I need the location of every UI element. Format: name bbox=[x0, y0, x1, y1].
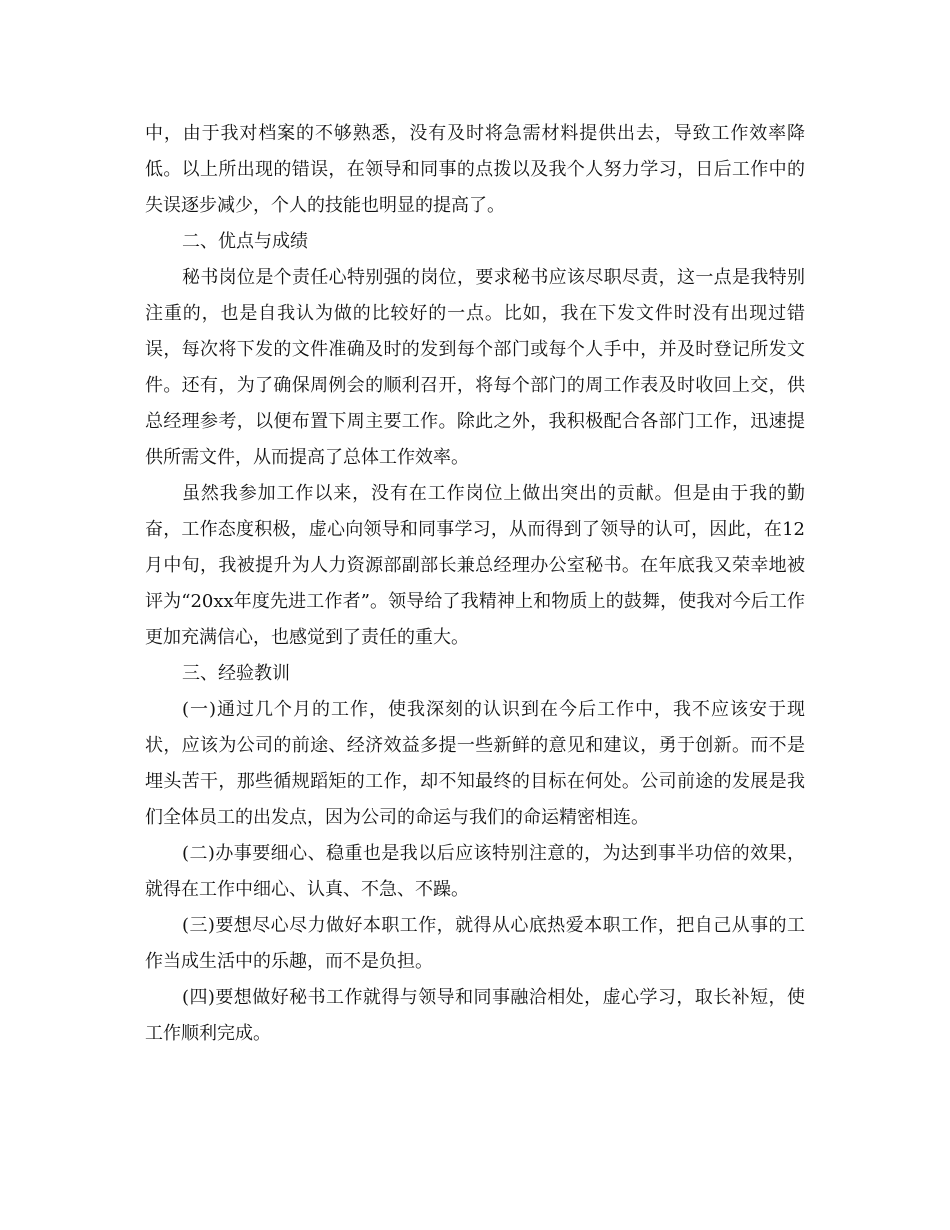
lesson-item-4: (四)要想做好秘书工作就得与领导和同事融洽相处，虚心学习，取长补短，使工作顺利完成。 bbox=[145, 987, 805, 1044]
lesson-item-3: (三)要想尽心尽力做好本职工作，就得从心底热爱本职工作，把自己从事的工作当成生活中的乐趣，而不是负担。 bbox=[145, 915, 805, 972]
document-body bbox=[145, 116, 805, 1052]
lesson-item-2: (二)办事要细心、稳重也是我以后应该特别注意的，为达到事半功倍的效果，就得在工作中细心、认真、不急、不躁。 bbox=[145, 843, 805, 900]
paragraph-achievements: 虽然我参加工作以来，没有在工作岗位上做出突出的贡献。但是由于我的勤奋，工作态度积极，虚心向领导和同事学习，从而得到了领导的认可，因此，在12月中旬，我被提升为人力资源部副部长兼总经理办公室秘书。在年底我又荣幸地被评为“20xx年度先进工作者”。领导给了我精神上和物质上的鼓舞，使我对今后工作更加充满信心，也感觉到了责任的重大。 bbox=[145, 483, 805, 648]
lesson-item-1: (一)通过几个月的工作，使我深刻的认识到在今后工作中，我不应该安于现状，应该为公司的前途、经济效益多提一些新鲜的意见和建议，勇于创新。而不是埋头苦干，那些循规蹈矩的工作，却不知最终的目标在何处。公司前途的发展是我们全体员工的出发点，因为公司的命运与我们的命运精密相连。 bbox=[145, 699, 805, 828]
paragraph-continuation: 中，由于我对档案的不够熟悉，没有及时将急需材料提供出去，导致工作效率降低。以上所出现的错误，在领导和同事的点拨以及我个人努力学习，日后工作中的失误逐步减少，个人的技能也明显的提高了。 bbox=[145, 123, 805, 216]
paragraph-secretary-duties: 秘书岗位是个责任心特别强的岗位，要求秘书应该尽职尽责，这一点是我特别注重的，也是自我认为做的比较好的一点。比如，我在下发文件时没有出现过错误，每次将下发的文件准确及时的发到每个部门或每个人手中，并及时登记所发文件。还有，为了确保周例会的顺利召开，将每个部门的周工作表及时收回上交，供总经理参考，以便布置下周主要工作。除此之外，我积极配合各部门工作，迅速提供所需文件，从而提高了总体工作效率。 bbox=[145, 267, 805, 468]
section-heading-lessons: 三、经验教训 bbox=[182, 663, 290, 684]
section-heading-strengths: 二、优点与成绩 bbox=[182, 231, 308, 252]
